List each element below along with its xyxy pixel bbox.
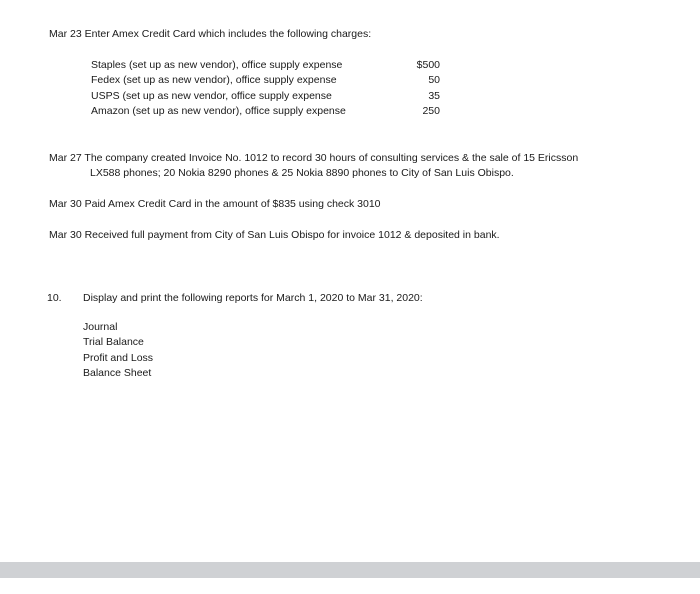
mar23-heading: Mar 23 Enter Amex Credit Card which includes the following charges: xyxy=(49,28,372,40)
charge-description: Staples (set up as new vendor), office supply expense xyxy=(91,59,343,71)
step-instruction: Display and print the following reports for March 1, 2020 to Mar 31, 2020: xyxy=(83,292,423,304)
mar27-line2: LX588 phones; 20 Nokia 8290 phones & 25 Nokia 8890 phones to City of San Luis Obispo. xyxy=(90,167,514,179)
charge-amount: 35 xyxy=(428,90,440,102)
charge-amount: 250 xyxy=(422,105,440,117)
report-item: Profit and Loss xyxy=(83,352,154,364)
mar27-line1: Mar 27 The company created Invoice No. 1012 to record 30 hours of consulting services & the sale of 15 Ericsson xyxy=(49,152,579,164)
report-item: Journal xyxy=(83,321,118,333)
mar30-paid: Mar 30 Paid Amex Credit Card in the amount of $835 using check 3010 xyxy=(49,198,381,210)
charge-description: Amazon (set up as new vendor), office supply expense xyxy=(91,105,346,117)
report-item: Balance Sheet xyxy=(83,367,152,379)
charge-amount: 50 xyxy=(428,74,440,86)
report-item: Trial Balance xyxy=(83,336,144,348)
charge-description: Fedex (set up as new vendor), office supply expense xyxy=(91,74,337,86)
mar30-received: Mar 30 Received full payment from City of San Luis Obispo for invoice 1012 & deposited in bank. xyxy=(49,229,500,241)
bottom-divider-bar xyxy=(0,562,700,578)
charge-amount: $500 xyxy=(416,59,440,71)
charge-description: USPS (set up as new vendor, office supply expense xyxy=(91,90,332,102)
step-number: 10. xyxy=(47,292,62,304)
